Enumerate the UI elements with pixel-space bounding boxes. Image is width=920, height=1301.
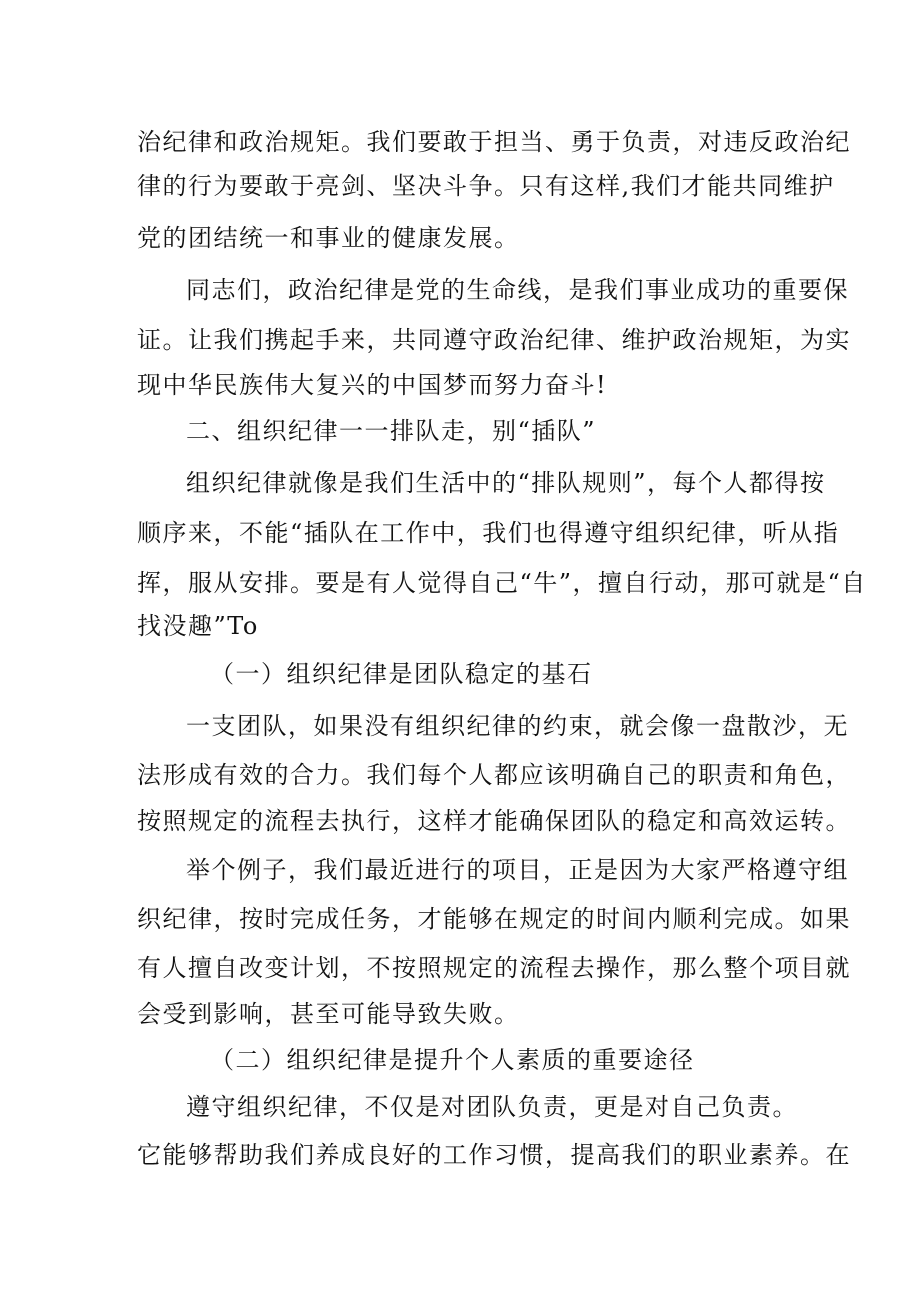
text-line-1: 治纪律和政治规矩。我们要敢于担当、勇于负责，对违反政治纪 bbox=[137, 128, 851, 156]
paragraph-start-line: 同志们，政治纪律是党的生命线，是我们事业成功的重要保 bbox=[186, 276, 849, 304]
section-heading: 二、组织纪律一一排队走，别“插队” bbox=[186, 417, 597, 445]
text-line-9: 顺序来，不能“插队在工作中，我们也得遵守组织纪律，听从指 bbox=[137, 519, 840, 547]
text-line-17: 织纪律，按时完成任务，才能够在规定的时间内顺利完成。如果 bbox=[137, 905, 851, 933]
paragraph-start-line: 组织纪律就像是我们生活中的“排队规则”，每个人都得按 bbox=[186, 469, 826, 497]
text-line-11: 找没趣”To bbox=[137, 612, 259, 640]
text-line-14: 法形成有效的合力。我们每个人都应该明确自己的职责和角色， bbox=[137, 761, 851, 789]
text-line-3: 党的团结统一和事业的健康发展。 bbox=[137, 224, 520, 252]
paragraph-start-line: 举个例子，我们最近进行的项目，正是因为大家严格遵守组 bbox=[186, 856, 849, 884]
subsection-heading: （一）组织纪律是团队稳定的基石 bbox=[210, 660, 593, 688]
subsection-heading: （二）组织纪律是提升个人素质的重要途径 bbox=[210, 1046, 695, 1074]
text-line-6: 现中华民族伟大复兴的中国梦而努力奋斗! bbox=[137, 371, 608, 399]
text-line-10: 挥，服从安排。要是有人觉得自己“牛”，擅自行动，那可就是“自 bbox=[137, 569, 867, 597]
text-line-5: 证。让我们携起手来，共同遵守政治纪律、维护政治规矩，为实 bbox=[137, 326, 851, 354]
text-line-18: 有人擅自改变计划，不按照规定的流程去操作，那么整个项目就 bbox=[137, 954, 851, 982]
paragraph-start-line: 遵守组织纪律，不仅是对团队负责，更是对自己负责。 bbox=[186, 1093, 798, 1121]
text-line-19: 会受到影响，甚至可能导致失败。 bbox=[137, 1000, 520, 1028]
text-line-22: 它能够帮助我们养成良好的工作习惯，提高我们的职业素养。在 bbox=[137, 1141, 851, 1169]
text-line-15: 按照规定的流程去执行，这样才能确保团队的稳定和高效运转。 bbox=[137, 807, 851, 835]
text-line-2: 律的行为要敢于亮剑、坚决斗争。只有这样,我们才能共同维护 bbox=[137, 172, 835, 200]
paragraph-start-line: 一支团队，如果没有组织纪律的约束，就会像一盘散沙，无 bbox=[186, 712, 849, 740]
